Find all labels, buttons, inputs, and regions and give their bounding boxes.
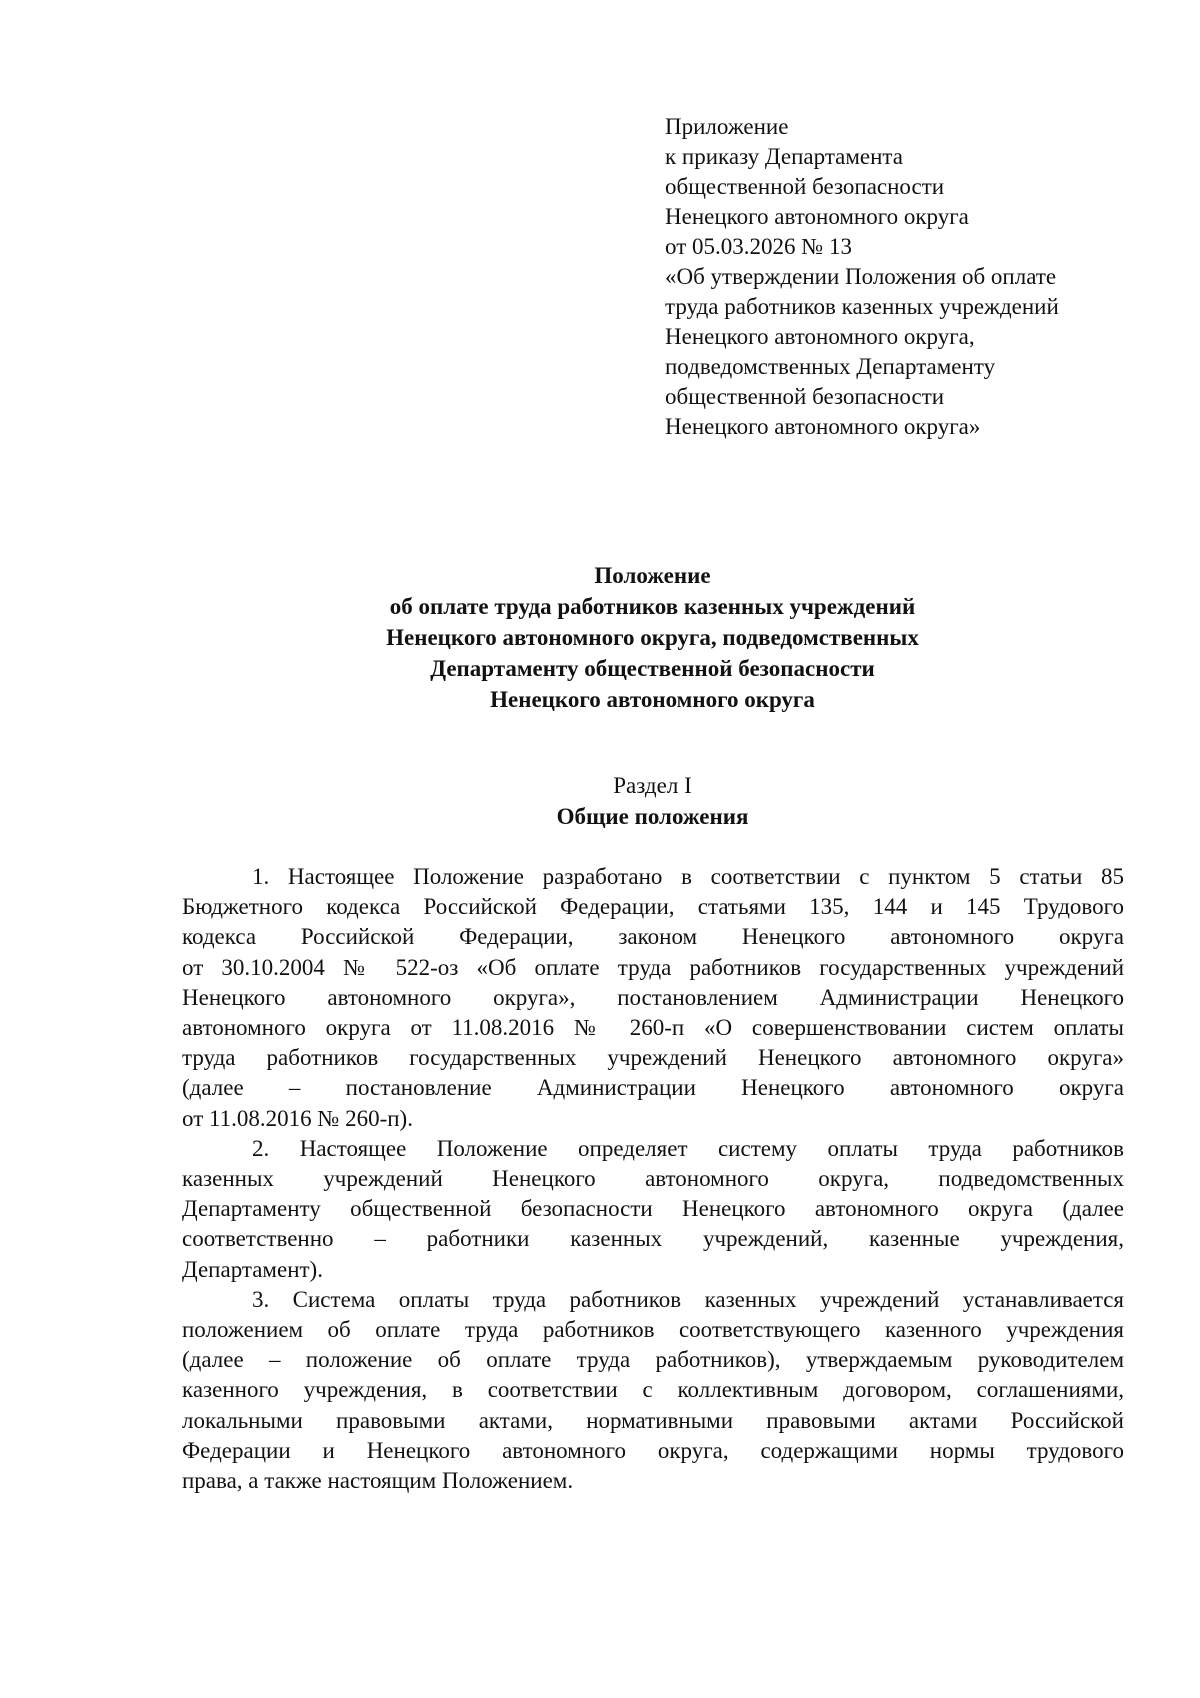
paragraph-line: соответственно – работники казенных учреждений, казенные учреждения,: [182, 1226, 1124, 1252]
body-text: [182, 862, 1124, 1496]
appendix-block: [665, 112, 1165, 442]
paragraph-line: 2. Настоящее Положение определяет систему оплаты труда работников: [252, 1135, 1124, 1161]
paragraph-line: (далее – положение об оплате труда работников), утверждаемым руководителем: [182, 1347, 1124, 1373]
paragraph-line: от 11.08.2016 № 260-п).: [182, 1105, 413, 1131]
paragraph-line: (далее – постановление Администрации Ненецкого автономного округа: [182, 1075, 1124, 1101]
appendix-line: подведомственных Департаменту: [665, 354, 996, 379]
paragraph-2: [182, 1134, 1124, 1285]
document-title: [180, 560, 1125, 715]
paragraph-line: от 30.10.2004 № 522-оз «Об оплате труда работников государственных учреждений: [182, 954, 1124, 980]
section-heading: Общие положения: [556, 804, 749, 829]
title-line: Ненецкого автономного округа: [490, 687, 815, 712]
appendix-line: от 05.03.2026 № 13: [665, 234, 852, 259]
paragraph-1: [182, 862, 1124, 1134]
title-line: Ненецкого автономного округа, подведомственных: [386, 625, 919, 650]
title-line: Департаменту общественной безопасности: [430, 656, 875, 681]
appendix-line: Приложение: [665, 114, 789, 139]
appendix-line: общественной безопасности: [665, 174, 945, 199]
title-line: об оплате труда работников казенных учреждений: [389, 594, 916, 619]
paragraph-line: Федерации и Ненецкого автономного округа, содержащими нормы трудового: [182, 1437, 1124, 1463]
paragraph-line: 3. Система оплаты труда работников казенных учреждений устанавливается: [252, 1286, 1124, 1312]
paragraph-line: положением об оплате труда работников соответствующего казенного учреждения: [182, 1317, 1124, 1343]
section-label: Раздел I: [613, 773, 692, 798]
title-line: Положение: [594, 563, 711, 588]
paragraph-line: кодекса Российской Федерации, законом Ненецкого автономного округа: [182, 924, 1124, 950]
appendix-line: общественной безопасности: [665, 384, 945, 409]
appendix-line: «Об утверждении Положения об оплате: [665, 264, 1057, 289]
paragraph-3: [182, 1285, 1124, 1496]
paragraph-line: Бюджетного кодекса Российской Федерации, статьями 135, 144 и 145 Трудового: [182, 894, 1124, 920]
paragraph-line: Ненецкого автономного округа», постановлением Администрации Ненецкого: [182, 984, 1124, 1010]
paragraph-line: Департаменту общественной безопасности Ненецкого автономного округа (далее: [182, 1196, 1124, 1222]
appendix-line: Ненецкого автономного округа»: [665, 414, 981, 439]
paragraph-line: локальными правовыми актами, нормативными правовыми актами Российской: [182, 1407, 1124, 1433]
appendix-line: Ненецкого автономного округа: [665, 204, 969, 229]
appendix-line: к приказу Департамента: [665, 144, 903, 169]
paragraph-line: Департамент).: [182, 1256, 323, 1282]
paragraph-line: автономного округа от 11.08.2016 № 260-п «О совершенствовании систем оплаты: [182, 1015, 1124, 1041]
appendix-line: Ненецкого автономного округа,: [665, 324, 975, 349]
paragraph-line: казенного учреждения, в соответствии с коллективным договором, соглашениями,: [182, 1377, 1124, 1403]
paragraph-line: 1. Настоящее Положение разработано в соответствии с пунктом 5 статьи 85: [252, 864, 1124, 889]
paragraph-line: права, а также настоящим Положением.: [182, 1468, 574, 1494]
appendix-line: труда работников казенных учреждений: [665, 294, 1059, 319]
paragraph-line: казенных учреждений Ненецкого автономного округа, подведомственных: [182, 1166, 1124, 1192]
section-heading-block: [180, 770, 1125, 832]
paragraph-line: труда работников государственных учреждений Ненецкого автономного округа»: [182, 1045, 1124, 1071]
